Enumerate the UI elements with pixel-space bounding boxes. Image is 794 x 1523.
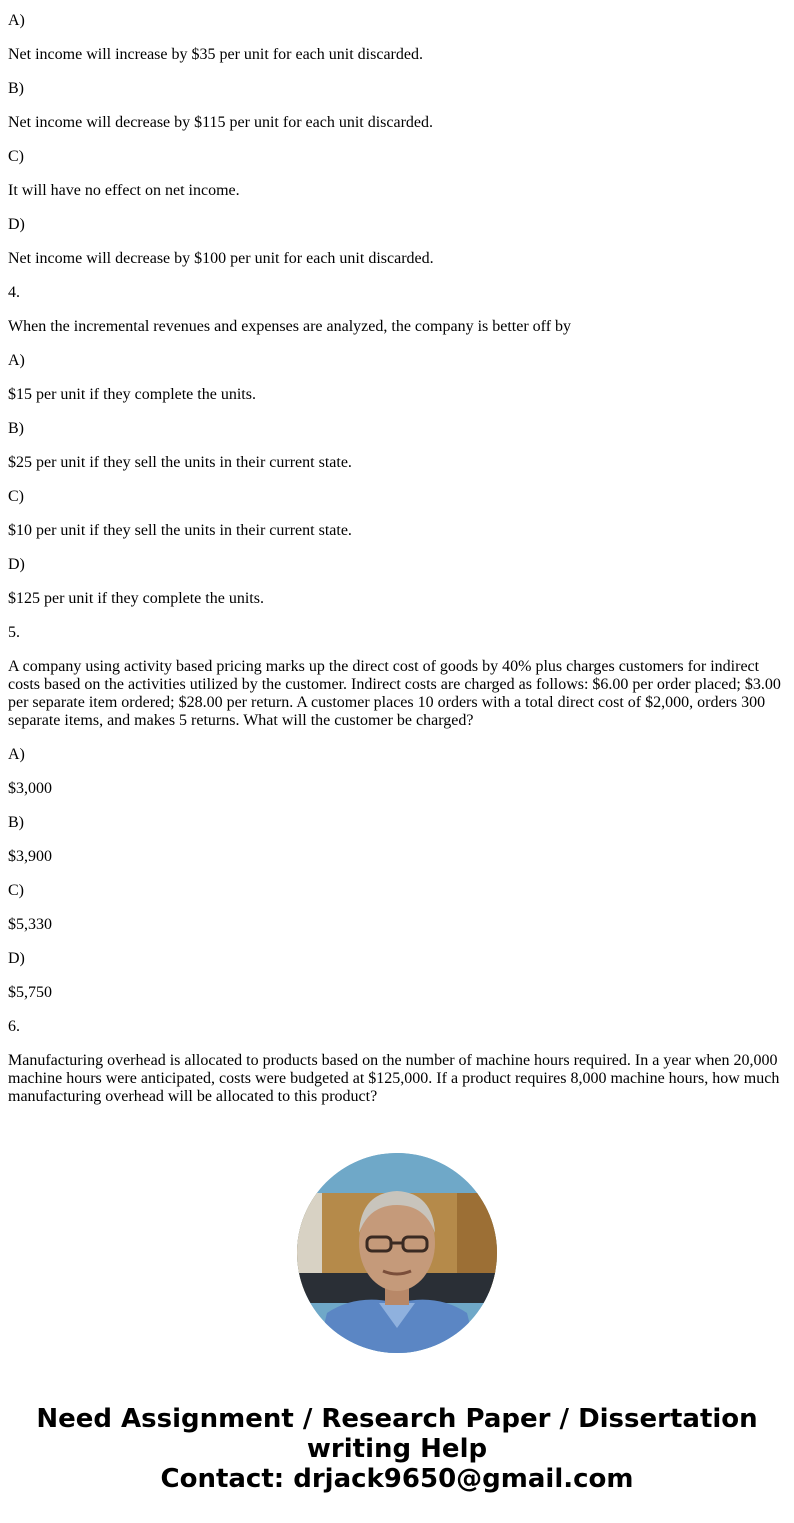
footer-line-2: writing Help xyxy=(306,1434,488,1464)
q5-number: 5. xyxy=(8,624,20,641)
q4-option-a-text: $15 per unit if they complete the units. xyxy=(8,386,256,403)
q5-option-c-letter: C) xyxy=(8,882,24,899)
q4-option-c-letter: C) xyxy=(8,488,24,505)
q4-option-d-text: $125 per unit if they complete the units. xyxy=(8,590,264,607)
q4-number: 4. xyxy=(8,284,20,301)
q3-option-c-text: It will have no effect on net income. xyxy=(8,182,240,199)
q3-option-d-letter: D) xyxy=(8,216,25,233)
q4-option-b-letter: B) xyxy=(8,420,24,437)
footer-contact xyxy=(0,1404,794,1494)
q4-option-d-letter: D) xyxy=(8,556,25,573)
q5-option-a-letter: A) xyxy=(8,746,25,763)
document-body xyxy=(8,12,784,1122)
q5-option-d-text: $5,750 xyxy=(8,984,52,1001)
footer-contact-email[interactable]: Contact: drjack9650@gmail.com xyxy=(160,1464,634,1494)
q6-question: Manufacturing overhead is allocated to products based on the number of machine hours required. In a year when 20,000 machine hours were anticipated, costs were budgeted at $125,000. If a product requires 8,000 machine hours, how much manufacturing overhead will be allocated to this product? xyxy=(8,1052,780,1105)
q3-option-c-letter: C) xyxy=(8,148,24,165)
q3-option-b-text: Net income will decrease by $115 per unit for each unit discarded. xyxy=(8,114,434,131)
q5-option-d-letter: D) xyxy=(8,950,25,967)
q5-option-b-text: $3,900 xyxy=(8,848,52,865)
q4-option-b-text: $25 per unit if they sell the units in their current state. xyxy=(8,454,352,471)
footer-line-1: Need Assignment / Research Paper / Dissertation xyxy=(36,1404,758,1434)
q4-question: When the incremental revenues and expenses are analyzed, the company is better off by xyxy=(8,318,572,335)
q6-number: 6. xyxy=(8,1018,20,1035)
q3-option-b-letter: B) xyxy=(8,80,24,97)
q5-option-b-letter: B) xyxy=(8,814,24,831)
avatar xyxy=(297,1153,497,1353)
q4-option-a-letter: A) xyxy=(8,352,25,369)
portrait-photo xyxy=(297,1153,497,1353)
q5-option-c-text: $5,330 xyxy=(8,916,52,933)
q3-option-a-text: Net income will increase by $35 per unit for each unit discarded. xyxy=(8,46,423,63)
q3-option-a-letter: A) xyxy=(8,12,25,29)
q5-option-a-text: $3,000 xyxy=(8,780,52,797)
q4-option-c-text: $10 per unit if they sell the units in their current state. xyxy=(8,522,352,539)
q3-option-d-text: Net income will decrease by $100 per unit for each unit discarded. xyxy=(8,250,434,267)
q5-question: A company using activity based pricing marks up the direct cost of goods by 40% plus charges customers for indirect costs based on the activities utilized by the customer. Indirect costs are charged as follows: $6.00 per order placed; $3.00 per separate item ordered; $28.00 per return. A customer places 10 orders with a total direct cost of $2,000, orders 300 separate items, and makes 5 returns. What will the customer be charged? xyxy=(8,658,781,729)
